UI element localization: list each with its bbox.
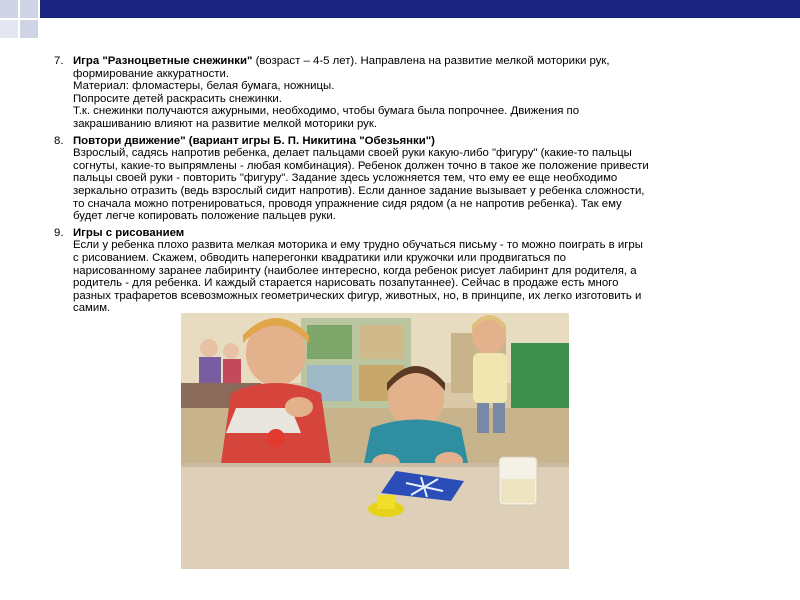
header-square-3 (40, 0, 58, 18)
item-line: закрашиванию влияют на развитие мелкой моторики рук. (73, 117, 378, 130)
item-number: 9. (54, 226, 64, 239)
header-bar (58, 0, 800, 18)
item-number: 7. (54, 55, 64, 67)
item-line: Т.к. снежинки получаются ажурными, необходимо, чтобы бумага была попрочнее. Движения по (73, 105, 580, 118)
item-line: согнуты, какие-то выпрямлены - любая комбинация). Ребенок должен точно в такое же положение привести (73, 159, 649, 172)
item-line: формирование аккуратности. (73, 67, 230, 80)
item-line: будет легче копировать положение пальцев руки. (73, 210, 336, 223)
header-square-4 (20, 20, 38, 38)
list-item-8 (54, 135, 754, 223)
item-line: Если у ребенка плохо развита мелкая моторика и ему трудно обучаться письму - то можно поиграть в игры (73, 239, 643, 252)
item-line: Взрослый, садясь напротив ребенка, делает пальцами своей руки какую-либо "фигуру" (какие-то пальцы (73, 147, 632, 160)
item-line: разных трафаретов всевозможных геометрических фигур, животных, но, в принципе, их легко изготовить и (73, 289, 642, 302)
item-line: Материал: фломастеры, белая бумага, ножницы. (73, 80, 335, 93)
header-square-2 (20, 0, 38, 18)
item-title: Повтори движение" (вариант игры Б. П. Никитина "Обезьянки") (73, 134, 435, 147)
list-item-7 (54, 55, 754, 131)
item-line: то сначала можно потренироваться, проводя упражнение сидя рядом (а не напротив ребенка). Так ему (73, 197, 622, 210)
photo-illustration (181, 313, 569, 569)
item-line: самим. (73, 302, 111, 315)
item-line: Попросите детей раскрасить снежинки. (73, 92, 282, 105)
slide-text (54, 55, 754, 319)
item-line: пальцы своей руки - повторить "фигуру". Задание здесь усложняется тем, что ему ее еще необходимо (73, 172, 618, 185)
item-line: зеркально отразить (ведь взрослый сидит напротив). Если данное задание вызывает у ребенка сложности, (73, 184, 645, 197)
header-square-1 (0, 0, 18, 18)
item-line: нарисованному заранее лабиринту (наиболее интересно, когда ребенок рисует лабиринт для родителя, а (73, 264, 637, 277)
header-square-5 (0, 20, 18, 38)
item-intro: (возраст – 4-5 лет). Направлена на развитие мелкой моторики рук, (252, 55, 610, 67)
item-title: Игры с рисованием (73, 226, 185, 239)
item-title: Игра "Разноцветные снежинки" (73, 55, 253, 67)
list-item-9 (54, 227, 754, 315)
item-line: родитель - для ребенка. И каждый старается нарисовать позапутаннее). Сейчас в продаже есть много (73, 277, 619, 290)
item-line: с рисованием. Скажем, обводить наперегонки квадратики или кружочки или продвигаться по (73, 251, 567, 264)
item-number: 8. (54, 134, 64, 147)
photo-children-drawing (181, 313, 569, 569)
